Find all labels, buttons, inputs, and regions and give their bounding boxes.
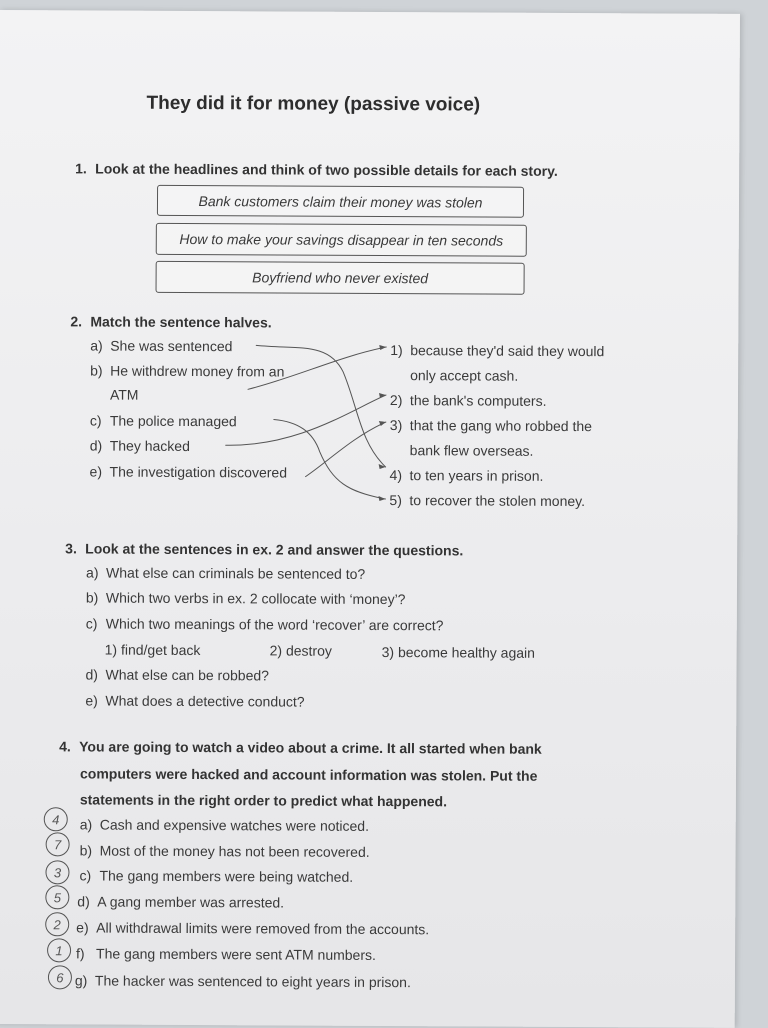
q2-right-3-cont: bank flew overseas. xyxy=(409,442,534,459)
answer-circle-f: 1 xyxy=(47,938,71,962)
q4-item-e: e) All withdrawal limits were removed from the accounts. xyxy=(76,919,430,938)
q3-item-e: e) What does a detective conduct? xyxy=(85,692,305,710)
q4-number: 4. xyxy=(59,738,71,755)
q2-right-3: 3) that the gang who robbed the xyxy=(389,417,593,435)
q3-number: 3. xyxy=(65,540,77,557)
headline-box-1: Bank customers claim their money was stolen xyxy=(157,185,524,218)
q3-option-1: 1) find/get back xyxy=(104,641,201,659)
answer-circle-c: 3 xyxy=(45,860,69,884)
q4-item-c: c) The gang members were being watched. xyxy=(79,867,354,885)
q4-item-f: f) The gang members were sent ATM numbers. xyxy=(76,945,376,963)
q2-right-4: 4) to ten years in prison. xyxy=(389,467,544,484)
answer-circle-d: 5 xyxy=(45,885,69,909)
arrowhead-2 xyxy=(379,393,386,398)
q2-left-c: c) The police managed xyxy=(89,412,237,430)
match-line-c-5 xyxy=(273,419,385,499)
q3-option-3: 3) become healthy again xyxy=(381,644,536,661)
q1-number: 1. xyxy=(75,160,87,177)
q4-heading-line-1: You are going to watch a video about a crime. It all started when bank xyxy=(79,738,542,757)
q2-right-1-cont: only accept cash. xyxy=(410,367,519,384)
q3-item-d: d) What else can be robbed? xyxy=(85,666,270,684)
match-line-b-1 xyxy=(248,346,386,390)
q4-heading-line-2: computers were hacked and account information was stolen. Put the xyxy=(79,765,538,784)
headline-box-2: How to make your savings disappear in ten seconds xyxy=(156,223,527,257)
matching-lines xyxy=(0,10,740,534)
q2-right-5: 5) to recover the stolen money. xyxy=(389,492,586,510)
q2-left-b: b) He withdrew money from an xyxy=(90,362,285,380)
q3-item-a: a) What else can criminals be sentenced to? xyxy=(86,564,366,582)
q3-heading-text: Look at the sentences in ex. 2 and answer the questions. xyxy=(85,540,464,559)
q2-left-d: d) They hacked xyxy=(89,437,190,455)
q2-left-e: e) The investigation discovered xyxy=(89,463,288,481)
q4-item-g: g) The hacker was sentenced to eight years in prison. xyxy=(74,972,411,991)
q3-item-c: c) Which two meanings of the word ‘recover’ are correct? xyxy=(85,615,444,634)
q2-left-b-cont: ATM xyxy=(109,386,139,403)
answer-circle-e: 2 xyxy=(45,912,69,936)
match-line-d-2 xyxy=(226,394,386,446)
q3-heading xyxy=(65,540,463,558)
answer-circle-b: 7 xyxy=(46,832,70,856)
q4-item-b: b) Most of the money has not been recovered. xyxy=(79,842,370,860)
q4-item-d: d) A gang member was arrested. xyxy=(77,893,285,911)
q4-heading-line-3: statements in the right order to predict what happened. xyxy=(79,791,448,810)
q2-heading-text: Match the sentence halves. xyxy=(90,313,272,331)
q2-right-2: 2) the bank's computers. xyxy=(389,392,547,409)
q2-left-a: a) She was sentenced xyxy=(90,337,233,355)
q2-number: 2. xyxy=(70,313,83,330)
headline-box-3: Boyfriend who never existed xyxy=(156,261,525,295)
q3-item-b: b) Which two verbs in ex. 2 collocate with ‘money’? xyxy=(85,589,406,608)
worksheet-title: They did it for money (passive voice) xyxy=(146,92,481,116)
answer-circle-a: 4 xyxy=(44,807,68,831)
q3-option-2: 2) destroy xyxy=(269,642,332,659)
match-line-a-4 xyxy=(256,345,387,467)
match-line-e-3 xyxy=(306,422,386,477)
q4-heading xyxy=(59,738,542,757)
arrowhead-1 xyxy=(379,345,386,350)
q4-item-a: a) Cash and expensive watches were noticed. xyxy=(79,816,370,834)
answer-circle-g: 6 xyxy=(48,965,72,989)
q2-right-1: 1) because they'd said they would xyxy=(390,342,605,360)
worksheet-page xyxy=(0,10,740,1028)
q1-heading-text: Look at the headlines and think of two possible details for each story. xyxy=(95,160,558,179)
